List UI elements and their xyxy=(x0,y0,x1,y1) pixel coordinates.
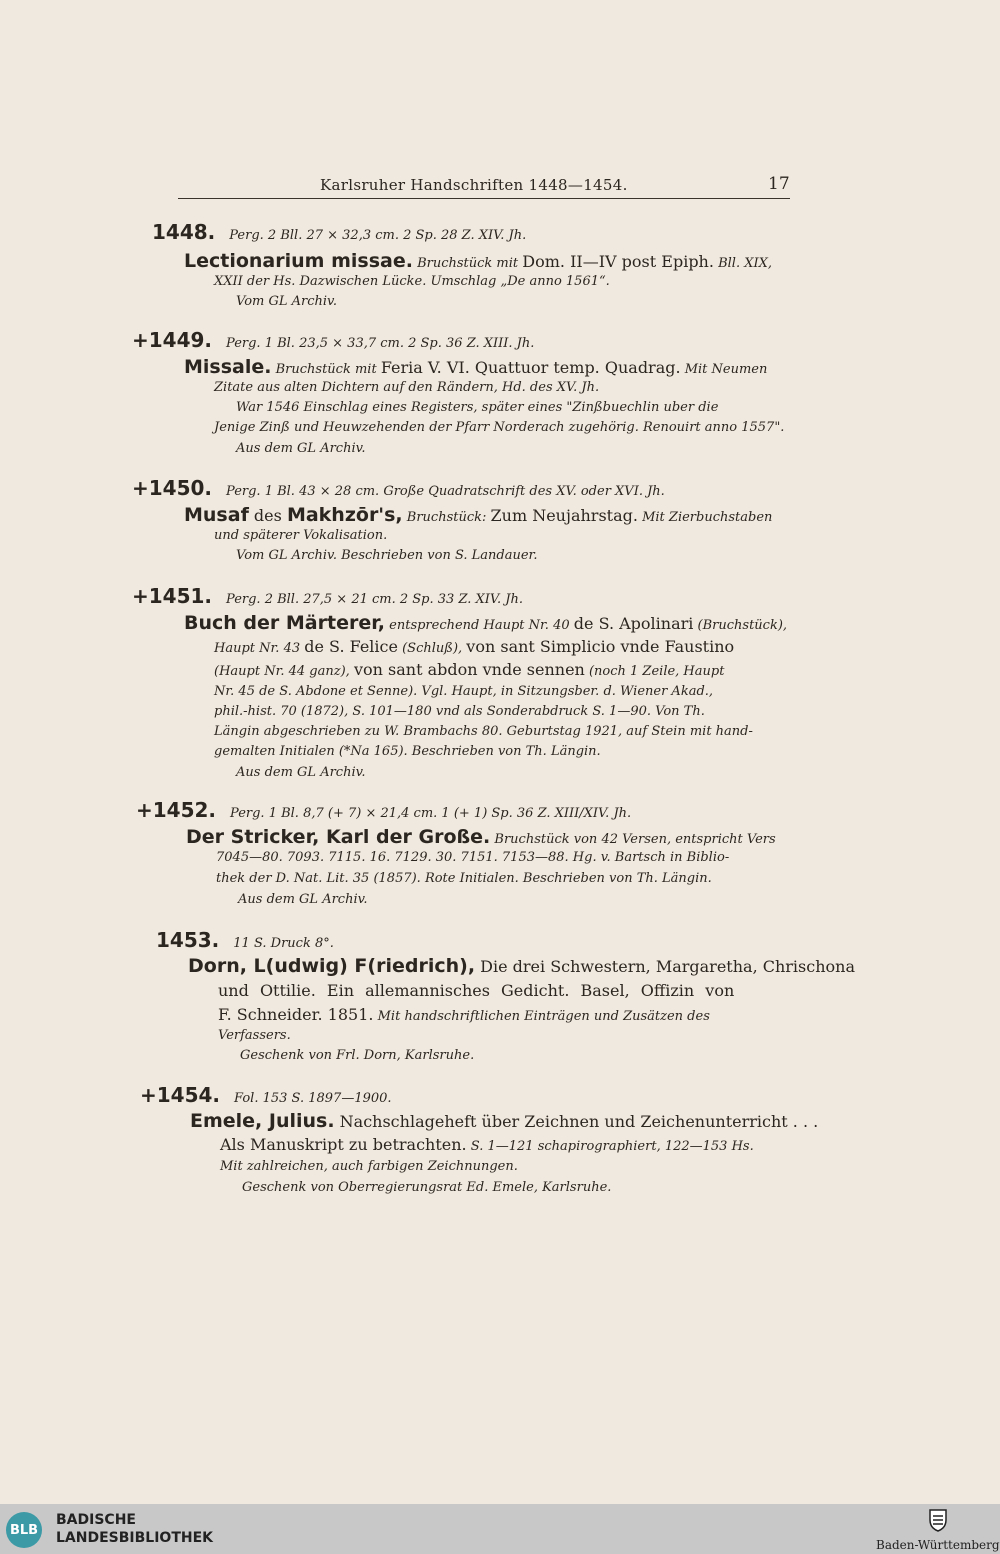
entry-meta: Perg. 1 Bl. 8,7 (+ 7) × 21,4 cm. 1 (+ 1) Sp. 36 Z. XIII/XIV. Jh. xyxy=(230,806,632,821)
state-name: Baden-Württemberg xyxy=(876,1538,1000,1552)
catalog-entry xyxy=(152,220,822,244)
entry-number: +1450. xyxy=(132,476,213,500)
crest-icon xyxy=(928,1508,948,1532)
entry-line: Missale. Bruchstück mit Feria V. VI. Quattuor temp. Quadrag. Mit Neumen xyxy=(184,356,768,378)
entry-line: Lectionarium missae. Bruchstück mit Dom. II—IV post Epiph. Bll. XIX, xyxy=(184,250,772,272)
entry-line: Aus dem GL Archiv. xyxy=(236,765,366,780)
entry-line: Vom GL Archiv. xyxy=(236,294,337,309)
catalog-entry xyxy=(140,1083,810,1107)
entry-line: gemalten Initialen (*Na 165). Beschrieben von Th. Längin. xyxy=(214,744,601,759)
entry-line: F. Schneider. 1851. Mit handschriftlichen Einträgen und Zusätzen des xyxy=(218,1005,710,1024)
catalog-entry xyxy=(156,928,826,952)
entry-line: thek der D. Nat. Lit. 35 (1857). Rote Initialen. Beschrieben von Th. Längin. xyxy=(216,871,712,886)
entry-meta: Perg. 2 Bll. 27 × 32,3 cm. 2 Sp. 28 Z. XIV. Jh. xyxy=(229,228,527,243)
entry-number: +1452. xyxy=(136,798,217,822)
catalog-entry xyxy=(132,584,802,608)
footer-bar xyxy=(0,1504,1000,1554)
entry-line: Jenige Zinß und Heuwzehenden der Pfarr Norderach zugehörig. Renouirt anno 1557". xyxy=(214,420,785,435)
entry-number: +1451. xyxy=(132,584,213,608)
entry-line: Buch der Märterer, entsprechend Haupt Nr. 40 de S. Apolinari (Bruchstück), xyxy=(184,612,788,634)
entry-line: 7045—80. 7093. 7115. 16. 7129. 30. 7151. 7153—88. Hg. v. Bartsch in Biblio- xyxy=(216,850,730,865)
header-rule xyxy=(178,198,790,199)
entry-meta: Perg. 1 Bl. 43 × 28 cm. Große Quadratschrift des XV. oder XVI. Jh. xyxy=(226,484,665,499)
page-number: 17 xyxy=(768,174,790,194)
entry-line: Aus dem GL Archiv. xyxy=(238,892,368,907)
entry-line: Verfassers. xyxy=(218,1028,291,1043)
entry-line: Der Stricker, Karl der Große. Bruchstück von 42 Versen, entspricht Vers xyxy=(186,826,776,848)
entry-meta: Perg. 2 Bll. 27,5 × 21 cm. 2 Sp. 33 Z. XIV. Jh. xyxy=(226,592,523,607)
entry-line: Geschenk von Oberregierungsrat Ed. Emele, Karlsruhe. xyxy=(242,1180,612,1195)
catalog-entry xyxy=(132,476,802,500)
running-header: Karlsruher Handschriften 1448—1454. xyxy=(320,176,628,194)
entry-number: +1454. xyxy=(140,1083,221,1107)
entry-meta: Fol. 153 S. 1897—1900. xyxy=(234,1091,392,1106)
catalog-entry xyxy=(136,798,806,822)
entry-line: Emele, Julius. Nachschlageheft über Zeichnen und Zeichenunterricht . . . xyxy=(190,1110,819,1132)
entry-line: Geschenk von Frl. Dorn, Karlsruhe. xyxy=(240,1048,475,1063)
entry-line: Vom GL Archiv. Beschrieben von S. Landauer. xyxy=(236,548,538,563)
entry-line: Aus dem GL Archiv. xyxy=(236,441,366,456)
entry-line: Haupt Nr. 43 de S. Felice (Schluß), von sant Simplicio vnde Faustino xyxy=(214,637,735,656)
entry-line: Mit zahlreichen, auch farbigen Zeichnungen. xyxy=(220,1159,518,1174)
entry-line: Zitate aus alten Dichtern auf den Rändern, Hd. des XV. Jh. xyxy=(214,380,600,395)
entry-line: Längin abgeschrieben zu W. Brambachs 80. Geburtstag 1921, auf Stein mit hand- xyxy=(214,724,753,739)
entry-number: +1449. xyxy=(132,328,213,352)
entry-line: (Haupt Nr. 44 ganz), von sant abdon vnde sennen (noch 1 Zeile, Haupt xyxy=(214,660,725,679)
entry-line: Musaf des Makhzōr's, Bruchstück: Zum Neujahrstag. Mit Zierbuchstaben xyxy=(184,504,773,526)
entry-line: und späterer Vokalisation. xyxy=(214,528,388,543)
entry-meta: 11 S. Druck 8°. xyxy=(233,936,334,951)
entry-number: 1453. xyxy=(156,928,220,952)
entry-meta: Perg. 1 Bl. 23,5 × 33,7 cm. 2 Sp. 36 Z. XIII. Jh. xyxy=(226,336,535,351)
entry-line: Dorn, L(udwig) F(riedrich), Die drei Schwestern, Margaretha, Chrischona xyxy=(188,955,855,977)
entry-line: XXII der Hs. Dazwischen Lücke. Umschlag „De anno 1561“. xyxy=(214,274,610,289)
library-name[interactable]: BADISCHE LANDESBIBLIOTHEK xyxy=(56,1512,214,1546)
entry-line: Als Manuskript zu betrachten. S. 1—121 schapirographiert, 122—153 Hs. xyxy=(220,1135,754,1154)
entry-line: phil.-hist. 70 (1872), S. 101—180 vnd als Sonderabdruck S. 1—90. Von Th. xyxy=(214,704,705,719)
entry-line: und Ottilie. Ein allemannisches Gedicht. Basel, Offizin von xyxy=(218,981,735,1000)
entry-line: War 1546 Einschlag eines Registers, später eines "Zinßbuechlin uber die xyxy=(236,400,719,415)
blb-logo[interactable]: BLB xyxy=(6,1512,42,1548)
entry-number: 1448. xyxy=(152,220,216,244)
catalog-entry xyxy=(132,328,802,352)
entry-line: Nr. 45 de S. Abdone et Senne). Vgl. Haupt, in Sitzungsber. d. Wiener Akad., xyxy=(214,684,714,699)
